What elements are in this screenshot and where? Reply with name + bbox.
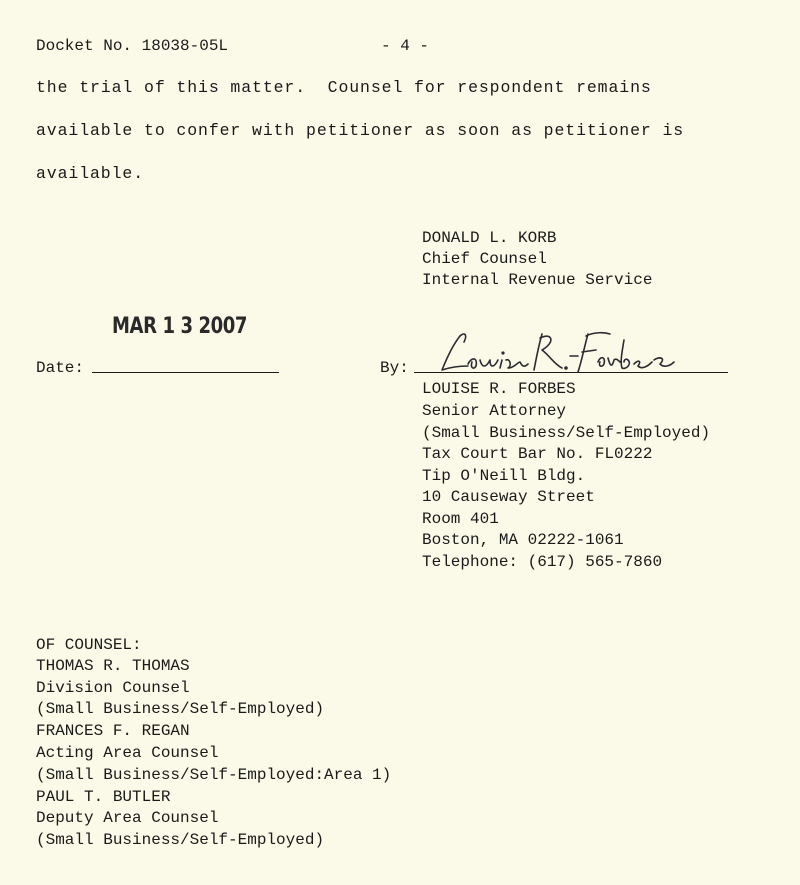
attorney-title: Senior Attorney — [422, 402, 567, 420]
attorney-city: Boston, MA 02222-1061 — [422, 531, 624, 549]
of-counsel-line: FRANCES F. REGAN — [36, 722, 190, 740]
attorney-telephone: Telephone: (617) 565-7860 — [422, 553, 663, 571]
of-counsel-line: (Small Business/Self-Employed) — [36, 700, 325, 718]
body-line-1: the trial of this matter. Counsel for respondent remains — [36, 78, 652, 97]
attorney-name: LOUISE R. FORBES — [422, 380, 576, 398]
of-counsel-line: PAUL T. BUTLER — [36, 788, 171, 806]
attorney-room: Room 401 — [422, 510, 499, 528]
by-label: By: — [380, 359, 409, 377]
date-label: Date: — [36, 359, 85, 377]
date-signature-line — [92, 372, 279, 373]
chief-counsel-title: Chief Counsel — [422, 250, 547, 268]
of-counsel-line: THOMAS R. THOMAS — [36, 657, 190, 675]
chief-counsel-name: DONALD L. KORB — [422, 229, 557, 247]
of-counsel-line: Division Counsel — [36, 679, 190, 697]
chief-counsel-agency: Internal Revenue Service — [422, 271, 653, 289]
attorney-bar-number: Tax Court Bar No. FL0222 — [422, 445, 653, 463]
attorney-building: Tip O'Neill Bldg. — [422, 467, 586, 485]
date-stamp: MAR 1 3 2007 — [112, 314, 248, 339]
body-line-3: available. — [36, 164, 145, 183]
of-counsel-heading: OF COUNSEL: — [36, 636, 142, 654]
body-line-2: available to confer with petitioner as soon as petitioner is — [36, 121, 685, 140]
of-counsel-line: (Small Business/Self-Employed) — [36, 831, 325, 849]
attorney-division: (Small Business/Self-Employed) — [422, 424, 711, 442]
attorney-street: 10 Causeway Street — [422, 488, 595, 506]
of-counsel-line: Deputy Area Counsel — [36, 809, 219, 827]
of-counsel-line: (Small Business/Self-Employed:Area 1) — [36, 766, 392, 784]
of-counsel-line: Acting Area Counsel — [36, 744, 219, 762]
page-number: - 4 - — [381, 37, 430, 55]
docket-number: Docket No. 18038-05L — [36, 37, 229, 55]
handwritten-signature — [438, 326, 678, 378]
